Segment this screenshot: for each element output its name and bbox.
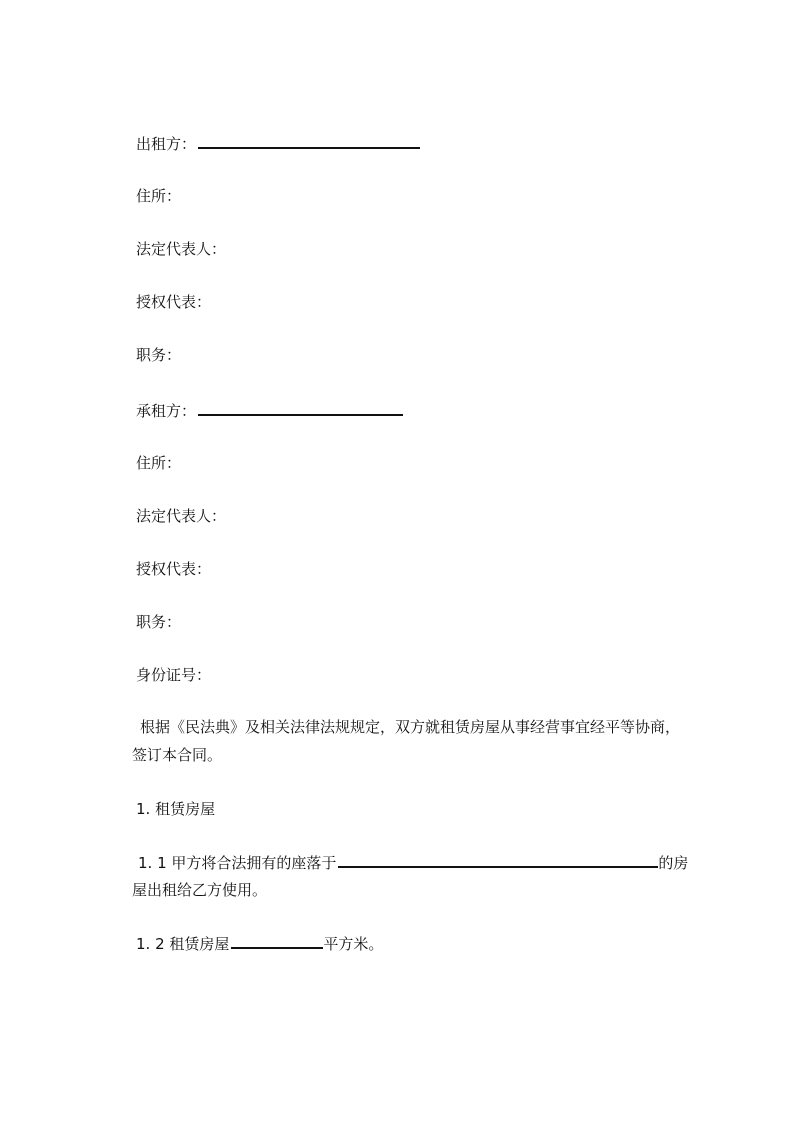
clause-1-2-prefix: 1. 2 租赁房屋 bbox=[136, 935, 230, 953]
lessee-label: 承租方： bbox=[136, 402, 197, 420]
lessee-auth-rep: 授权代表： bbox=[136, 560, 212, 578]
lessor-address: 住所： bbox=[136, 187, 182, 205]
area-blank[interactable] bbox=[231, 933, 323, 949]
lessor-position: 职务： bbox=[136, 346, 182, 364]
lessee-id-no: 身份证号： bbox=[136, 666, 212, 684]
section1-title: 1. 租赁房屋 bbox=[136, 800, 216, 818]
preamble-line1: 根据《民法典》及相关法律法规规定，双方就租赁房屋从事经营事宜经平等协商， bbox=[140, 718, 681, 736]
lessor-label: 出租方： bbox=[136, 135, 197, 153]
lessee-position: 职务： bbox=[136, 613, 182, 631]
clause-1-1-line2: 屋出租给乙方使用。 bbox=[132, 881, 268, 899]
preamble-line2: 签订本合同。 bbox=[132, 746, 223, 764]
lessee-legal-rep: 法定代表人： bbox=[136, 507, 227, 525]
lessee-blank[interactable] bbox=[198, 400, 403, 416]
lessor-legal-rep: 法定代表人： bbox=[136, 240, 227, 258]
lessor-blank[interactable] bbox=[198, 133, 420, 149]
clause-1-2-line bbox=[136, 933, 383, 954]
location-blank[interactable] bbox=[338, 852, 658, 868]
clause-1-1-suffix: 的房 bbox=[658, 854, 689, 872]
lessee-line bbox=[136, 400, 403, 421]
lessee-address: 住所： bbox=[136, 454, 182, 472]
clause-1-2-suffix: 平方米。 bbox=[323, 935, 384, 953]
clause-1-1-line1 bbox=[138, 852, 688, 873]
lessor-auth-rep: 授权代表： bbox=[136, 293, 212, 311]
clause-1-1-prefix: 1. 1 甲方将合法拥有的座落于 bbox=[138, 854, 337, 872]
lessor-line bbox=[136, 133, 420, 154]
